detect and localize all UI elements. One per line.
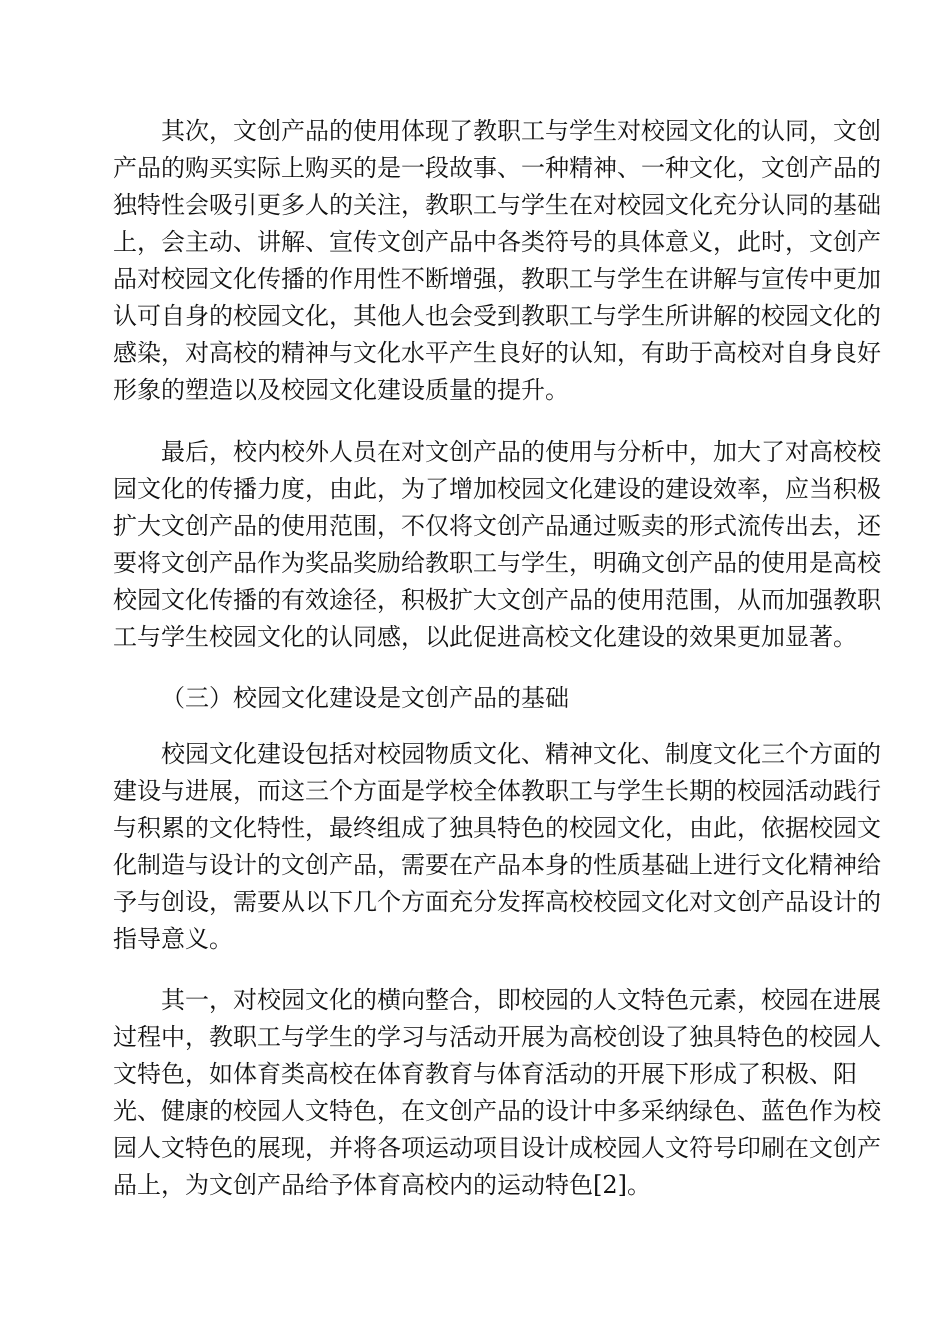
paragraph-3-line-1: 校园文化建设包括对校园物质文化、精神文化、制度文化三个方面的 [161,740,881,768]
paragraph-3-line-2: 建设与进展，而这三个方面是学校全体教职工与学生长期的校园活动践行 [113,777,881,805]
paragraph-3-line-6: 指导意义。 [113,925,233,953]
paragraph-4-line-5: 园人文特色的展现，并将各项运动项目设计成校园人文符号印刷在文创产 [113,1134,881,1162]
paragraph-1-line-3: 独特性会吸引更多人的关注，教职工与学生在对校园文化充分认同的基础 [113,191,881,219]
paragraph-4-line-1: 其一，对校园文化的横向整合，即校园的人文特色元素，校园在进展 [161,986,881,1014]
paragraph-4-line-4: 光、健康的校园人文特色，在文创产品的设计中多采纳绿色、蓝色作为校 [113,1097,881,1125]
paragraph-2-line-2: 园文化的传播力度，由此，为了增加校园文化建设的建设效率，应当积极 [113,475,881,503]
paragraph-1-line-5: 品对校园文化传播的作用性不断增强，教职工与学生在讲解与宣传中更加 [113,265,881,293]
section-heading: （三）校园文化建设是文创产品的基础 [161,684,569,712]
paragraph-2-line-4: 要将文创产品作为奖品奖励给教职工与学生，明确文创产品的使用是高校 [113,549,881,577]
paragraph-2-line-3: 扩大文创产品的使用范围，不仅将文创产品通过贩卖的形式流传出去，还 [113,512,881,540]
paragraph-1-line-4: 上，会主动、讲解、宣传文创产品中各类符号的具体意义，此时，文创产 [113,228,881,256]
paragraph-3-line-4: 化制造与设计的文创产品，需要在产品本身的性质基础上进行文化精神给 [113,851,881,879]
paragraph-3-line-3: 与积累的文化特性，最终组成了独具特色的校园文化，由此，依据校园文 [113,814,881,842]
paragraph-4-line-3: 文特色，如体育类高校在体育教育与体育活动的开展下形成了积极、阳 [113,1060,857,1088]
paragraph-2-line-6: 工与学生校园文化的认同感，以此促进高校文化建设的效果更加显著。 [113,623,857,651]
paragraph-1-line-2: 产品的购买实际上购买的是一段故事、一种精神、一种文化，文创产品的 [113,154,881,182]
paragraph-1-line-8: 形象的塑造以及校园文化建设质量的提升。 [113,376,569,404]
paragraph-1-line-1: 其次，文创产品的使用体现了教职工与学生对校园文化的认同，文创 [161,117,881,145]
paragraph-4-line-2: 过程中，教职工与学生的学习与活动开展为高校创设了独具特色的校园人 [113,1023,881,1051]
paragraph-2-line-5: 校园文化传播的有效途径，积极扩大文创产品的使用范围，从而加强教职 [113,586,881,614]
paragraph-3-line-5: 予与创设，需要从以下几个方面充分发挥高校校园文化对文创产品设计的 [113,888,881,916]
paragraph-2-line-1: 最后，校内校外人员在对文创产品的使用与分析中，加大了对高校校 [161,438,881,466]
paragraph-1-line-6: 认可自身的校园文化，其他人也会受到教职工与学生所讲解的校园文化的 [113,302,881,330]
paragraph-1-line-7: 感染，对高校的精神与文化水平产生良好的认知，有助于高校对自身良好 [113,339,881,367]
paragraph-4-line-6: 品上，为文创产品给予体育高校内的运动特色[2]。 [113,1171,651,1199]
